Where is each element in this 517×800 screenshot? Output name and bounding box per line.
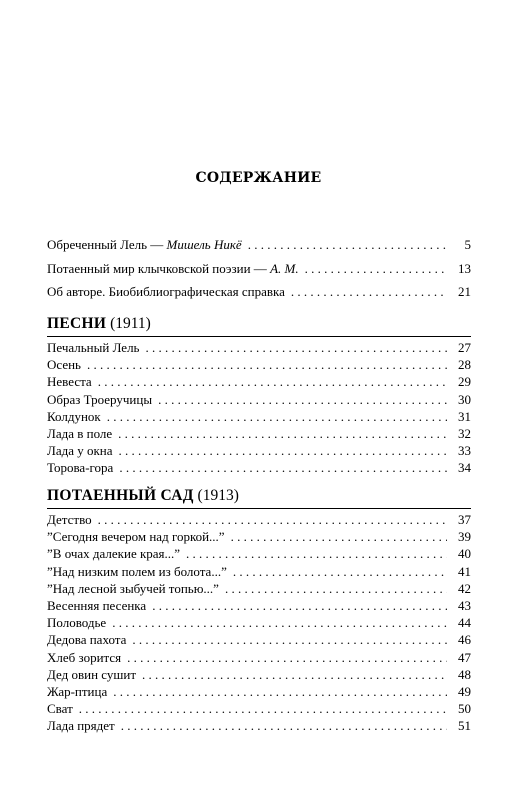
page-number: 43 — [458, 597, 471, 613]
dot-leader — [132, 631, 447, 648]
dot-leader — [248, 233, 447, 257]
entry-title-text: Потаенный мир клычковской поэзии — — [47, 260, 271, 276]
page-number: 29 — [458, 374, 471, 390]
dot-leader — [107, 408, 447, 425]
toc-entry[interactable] — [47, 233, 471, 257]
section-heading — [47, 484, 471, 508]
page-number: 41 — [458, 563, 471, 579]
dot-leader — [98, 511, 447, 528]
toc-entry[interactable] — [47, 545, 471, 562]
section-year: (1913) — [193, 487, 239, 504]
entry-author: А. М. — [270, 260, 299, 276]
entry-title: Колдунок — [47, 408, 101, 424]
intro-list — [47, 233, 471, 304]
entry-title: Образ Троеручицы — [47, 391, 153, 407]
dot-leader — [118, 425, 447, 442]
page-number: 33 — [458, 443, 471, 459]
toc-entry[interactable] — [47, 614, 471, 631]
page-number: 37 — [458, 512, 471, 527]
page-number: 31 — [458, 408, 471, 424]
entry-title: Детство — [47, 512, 92, 527]
toc-entry[interactable] — [47, 257, 471, 281]
dot-leader — [225, 580, 447, 597]
page-number: 28 — [458, 357, 471, 373]
toc-entry[interactable] — [47, 563, 471, 580]
toc-entry[interactable] — [47, 391, 471, 408]
section-entries — [47, 339, 471, 477]
section-pesni — [47, 312, 471, 477]
entry-title: Лада прядет — [47, 718, 115, 734]
entry-title: Весенняя песенка — [47, 597, 147, 613]
toc-entry[interactable] — [47, 408, 471, 425]
entry-title-text: Об авторе. Биобиблиографическая справка — [47, 284, 285, 299]
toc-entry[interactable] — [47, 425, 471, 442]
entry-title — [47, 233, 242, 257]
entry-title — [47, 280, 285, 304]
toc-entry[interactable] — [47, 631, 471, 648]
page-number: 47 — [458, 649, 471, 665]
entry-title: Торова-гора — [47, 460, 114, 476]
toc-entry[interactable] — [47, 666, 471, 683]
section-entries — [47, 511, 471, 734]
entry-title — [47, 257, 299, 281]
toc-entry[interactable] — [47, 356, 471, 373]
page-number: 27 — [458, 340, 471, 355]
entry-title: ”Сегодня вечером над горкой...” — [47, 529, 225, 545]
toc-entry[interactable] — [47, 597, 471, 614]
entry-title: Дедова пахота — [47, 632, 127, 648]
dot-leader — [121, 717, 447, 734]
dot-leader — [291, 280, 447, 304]
page-number: 50 — [458, 701, 471, 717]
entry-title: Осень — [47, 357, 81, 373]
section-heading — [47, 312, 471, 336]
toc-entry[interactable] — [47, 511, 471, 528]
dot-leader — [142, 666, 447, 683]
dot-leader — [79, 700, 447, 717]
dot-leader — [233, 563, 447, 580]
entry-title: Печальный Лель — [47, 340, 140, 355]
toc-entry[interactable] — [47, 683, 471, 700]
page-number: 46 — [458, 632, 471, 648]
section-name: ПЕСНИ — [47, 315, 107, 332]
page-number: 13 — [458, 260, 471, 276]
page-number: 40 — [458, 546, 471, 562]
page-number: 51 — [458, 718, 471, 734]
entry-title: ”Над низким полем из болота...” — [47, 563, 227, 579]
entry-title: Лада у окна — [47, 443, 113, 459]
page-number: 48 — [458, 666, 471, 682]
dot-leader — [119, 442, 447, 459]
entry-title-text: Обреченный Лель — — [47, 237, 167, 252]
section-year: (1911) — [106, 315, 151, 332]
section-rule — [47, 336, 471, 337]
dot-leader — [186, 545, 447, 562]
dot-leader — [158, 391, 447, 408]
toc-entry[interactable] — [47, 649, 471, 666]
entry-title: ”Над лесной зыбучей топью...” — [47, 580, 219, 596]
toc-entry[interactable] — [47, 580, 471, 597]
toc-entry[interactable] — [47, 373, 471, 390]
entry-title: ”В очах далекие края...” — [47, 546, 181, 562]
page-number: 42 — [458, 580, 471, 596]
page-number: 49 — [458, 683, 471, 699]
dot-leader — [305, 257, 447, 281]
section-rule — [47, 508, 471, 509]
dot-leader — [112, 614, 447, 631]
page-title: СОДЕРЖАНИЕ — [195, 170, 322, 186]
page-number: 44 — [458, 615, 471, 631]
entry-title: Половодье — [47, 615, 107, 631]
toc-entry[interactable] — [47, 442, 471, 459]
dot-leader — [113, 683, 447, 700]
toc-entry[interactable] — [47, 700, 471, 717]
page-number: 34 — [458, 460, 471, 476]
entry-title: Хлеб зорится — [47, 649, 122, 665]
dot-leader — [127, 649, 447, 666]
dot-leader — [152, 597, 447, 614]
entry-title: Невеста — [47, 374, 92, 390]
toc-entry[interactable] — [47, 339, 471, 356]
toc-entry[interactable] — [47, 280, 471, 304]
entry-title: Жар-птица — [47, 683, 108, 699]
dot-leader — [87, 356, 447, 373]
page-number: 39 — [458, 529, 471, 545]
entry-author: Мишель Никё — [166, 237, 242, 252]
toc-entry[interactable] — [47, 717, 471, 734]
dot-leader — [98, 373, 447, 390]
page-number: 21 — [458, 284, 471, 299]
entry-title: Дед овин сушит — [47, 666, 137, 682]
section-potaenny-sad — [47, 484, 471, 734]
entry-title: Сват — [47, 701, 73, 717]
page-number: 5 — [464, 237, 471, 252]
entry-title: Лада в поле — [47, 425, 113, 441]
page-number: 30 — [458, 391, 471, 407]
section-name: ПОТАЕННЫЙ САД — [47, 487, 194, 504]
toc-entry[interactable] — [47, 528, 471, 545]
dot-leader — [146, 339, 448, 356]
page-number: 32 — [458, 425, 471, 441]
dot-leader — [231, 528, 447, 545]
dot-leader — [119, 459, 447, 476]
toc-entry[interactable] — [47, 459, 471, 476]
